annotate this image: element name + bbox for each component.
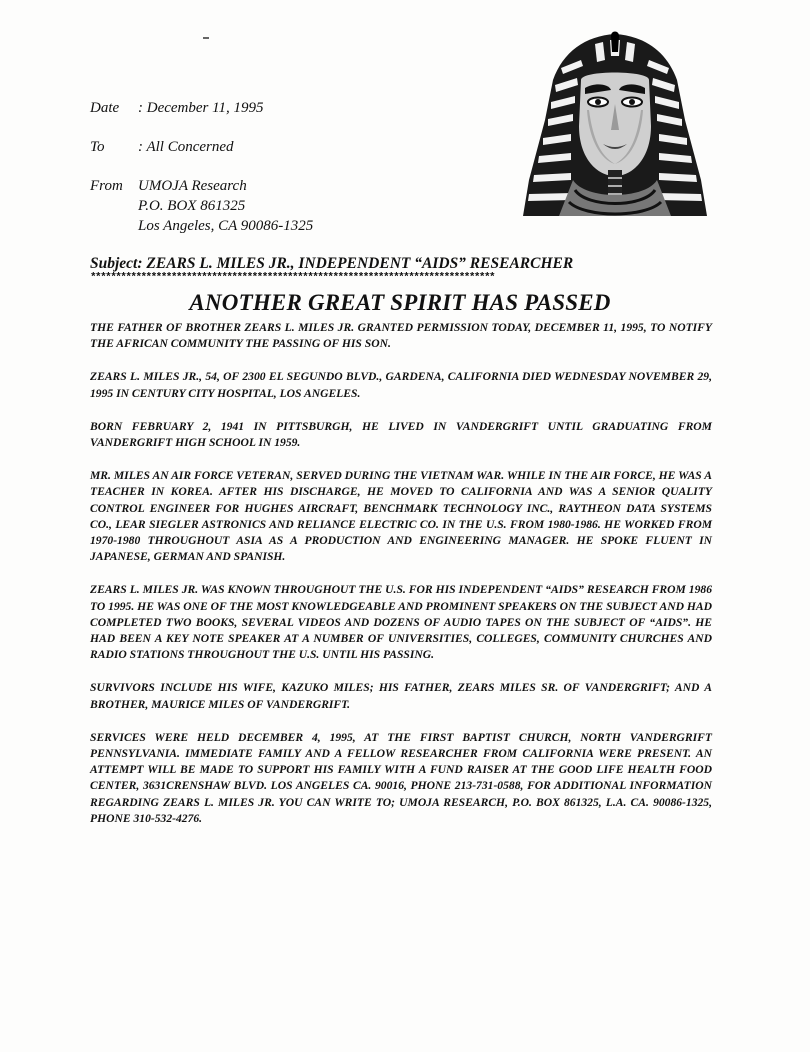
from-line-3: Los Angeles, CA 90086-1325 [138, 218, 314, 234]
date-label: Date [90, 100, 120, 116]
subject-line: Subject: ZEARS L. MILES JR., INDEPENDENT “AIDS” RESEARCHER [90, 255, 574, 272]
date-value: : December 11, 1995 [138, 100, 264, 116]
from-block [90, 176, 313, 236]
paragraph-research: ZEARS L. MILES JR. WAS KNOWN THROUGHOUT THE U.S. FOR HIS INDEPENDENT “AIDS” RESEARCH FROM 1986 TO 1995. HE WAS ONE OF THE MOST KNOWLEDGEABLE AND PROMINENT SPEAKERS ON THE SUBJECT AND HAD COMPLETED TWO BOOKS, SEVERAL VIDEOS AND DOZENS OF AUDIO TAPES ON THE SUBJECT OF “AIDS”. HE HAD BEEN A KEY NOTE SPEAKER AT A NUMBER OF UNIVERSITIES, COLLEGES, COMMUNITY CHURCHES AND RADIO STATIONS THROUGHOUT THE U.S. UNTIL HIS PASSING. [90, 583, 712, 662]
paragraph-death: ZEARS L. MILES JR., 54, OF 2300 EL SEGUNDO BLVD., GARDENA, CALIFORNIA DIED WEDNESDAY NOVEMBER 29, 1995 IN CENTURY CITY HOSPITAL, LOS ANGELES. [90, 370, 712, 400]
to-value: : All Concerned [138, 139, 234, 155]
paragraph-notice: THE FATHER OF BROTHER ZEARS L. MILES JR. GRANTED PERMISSION TODAY, DECEMBER 11, 1995, TO NOTIFY THE AFRICAN COMMUNITY THE PASSING OF HIS SON. [90, 321, 712, 351]
scan-speck [203, 37, 209, 39]
paragraph-career: MR. MILES AN AIR FORCE VETERAN, SERVED DURING THE VIETNAM WAR. WHILE IN THE AIR FORCE, HE WAS A TEACHER IN KOREA. AFTER HIS DISCHARGE, HE MOVED TO CALIFORNIA AND WAS A SENIOR QUALITY CONTROL ENGINEER FOR HUGHES AIRCRAFT, BENCHMARK TECHNOLOGY INC., RAYTHEON DATA SYSTEMS CO., LEAR SIEGLER ASTRONICS AND RELIANCE ELECTRIC CO. IN THE U.S. FROM 1980-1986. HE WORKED FROM 1970-1980 THROUGHOUT ASIA AS A PRODUCTION AND ENGINEERING MANAGER. HE SPOKE FLUENT IN JAPANESE, GERMAN AND SPANISH. [90, 469, 712, 564]
paragraph-birth: BORN FEBRUARY 2, 1941 IN PITTSBURGH, HE LIVED IN VANDERGRIFT UNTIL GRADUATING FROM VANDERGRIFT HIGH SCHOOL IN 1959. [90, 419, 712, 450]
separator-stars: ******************************************************************************** [90, 272, 495, 284]
paragraph-services: SERVICES WERE HELD DECEMBER 4, 1995, AT THE FIRST BAPTIST CHURCH, NORTH VANDERGRIFT PENNSYLVANIA. IMMEDIATE FAMILY AND A FELLOW RESEARCHER FROM CALIFORNIA WERE PRESENT. AN ATTEMPT WILL BE MADE TO SUPPORT HIS FAMILY WITH A FUND RAISER AT THE GOOD LIFE HEALTH FOOD CENTER, 3631CRENSHAW BLVD. LOS ANGELES CA. 90016, PHONE 213-731-0588, FOR ADDITIONAL INFORMATION REGARDING ZEARS L. MILES JR. YOU CAN WRITE TO; UMOJA RESEARCH, P.O. BOX 861325, L.A. CA. 90086-1325, PHONE 310-532-4276. [90, 730, 712, 825]
from-label: From [90, 178, 123, 194]
to-row [90, 137, 234, 157]
headline: ANOTHER GREAT SPIRIT HAS PASSED [189, 290, 611, 315]
from-line-2: P.O. BOX 861325 [138, 198, 246, 214]
paragraph-survivors: SURVIVORS INCLUDE HIS WIFE, KAZUKO MILES; HIS FATHER, ZEARS MILES SR. OF VANDERGRIFT; AND A BROTHER, MAURICE MILES OF VANDERGRIFT. [90, 681, 712, 711]
pharaoh-mask-icon [515, 30, 715, 220]
memo-body [90, 320, 712, 844]
from-line-1: UMOJA Research [138, 178, 247, 194]
to-label: To [90, 139, 105, 155]
date-row [90, 98, 264, 118]
